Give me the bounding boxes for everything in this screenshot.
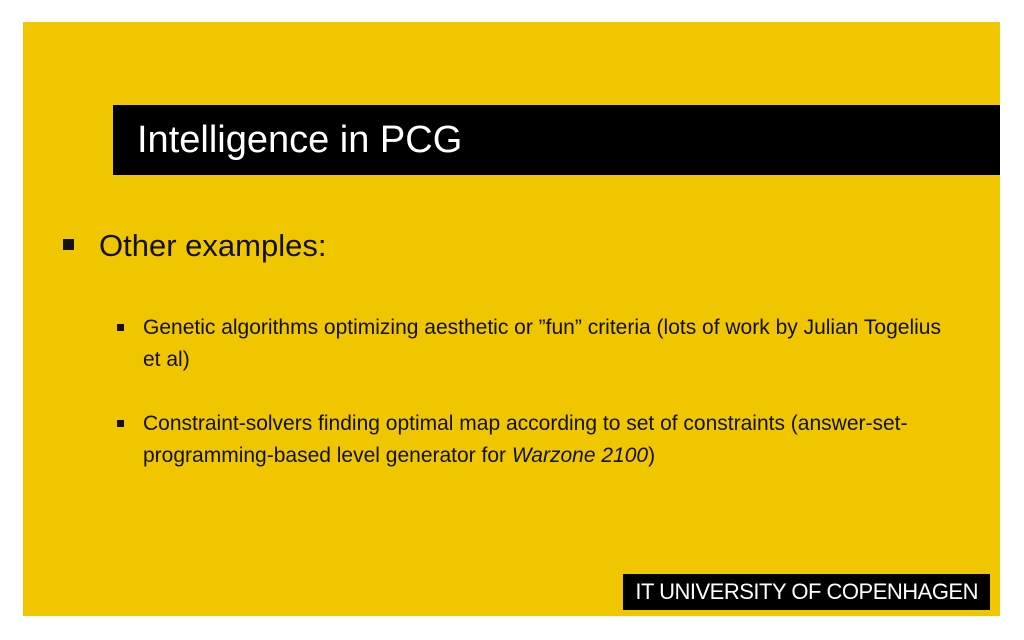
- sub-bullet-constraint: [117, 408, 937, 474]
- title-bar: [113, 105, 1000, 175]
- sub-bullet-genetic: [117, 312, 941, 378]
- square-bullet-icon: [117, 324, 124, 331]
- bullet-main-text: Other examples:: [99, 228, 327, 263]
- slide: [23, 22, 1000, 616]
- game-title: Warzone 2100: [511, 444, 649, 467]
- sub-bullet-text-end: ): [648, 444, 656, 467]
- sub-bullet-text-start: Constraint-solvers finding optimal map according to set of constraints (answer-set-programming-based level generator for: [143, 412, 908, 467]
- footer-logo: IT UNIVERSITY OF COPENHAGEN: [623, 574, 990, 610]
- square-bullet-icon: [63, 239, 74, 250]
- sub-bullet-text: Genetic algorithms optimizing aesthetic or ”fun” criteria (lots of work by Julian Togelius et al): [143, 316, 941, 371]
- square-bullet-icon: [117, 420, 124, 427]
- slide-title: Intelligence in PCG: [137, 119, 463, 161]
- sub-bullet-text: [143, 408, 943, 472]
